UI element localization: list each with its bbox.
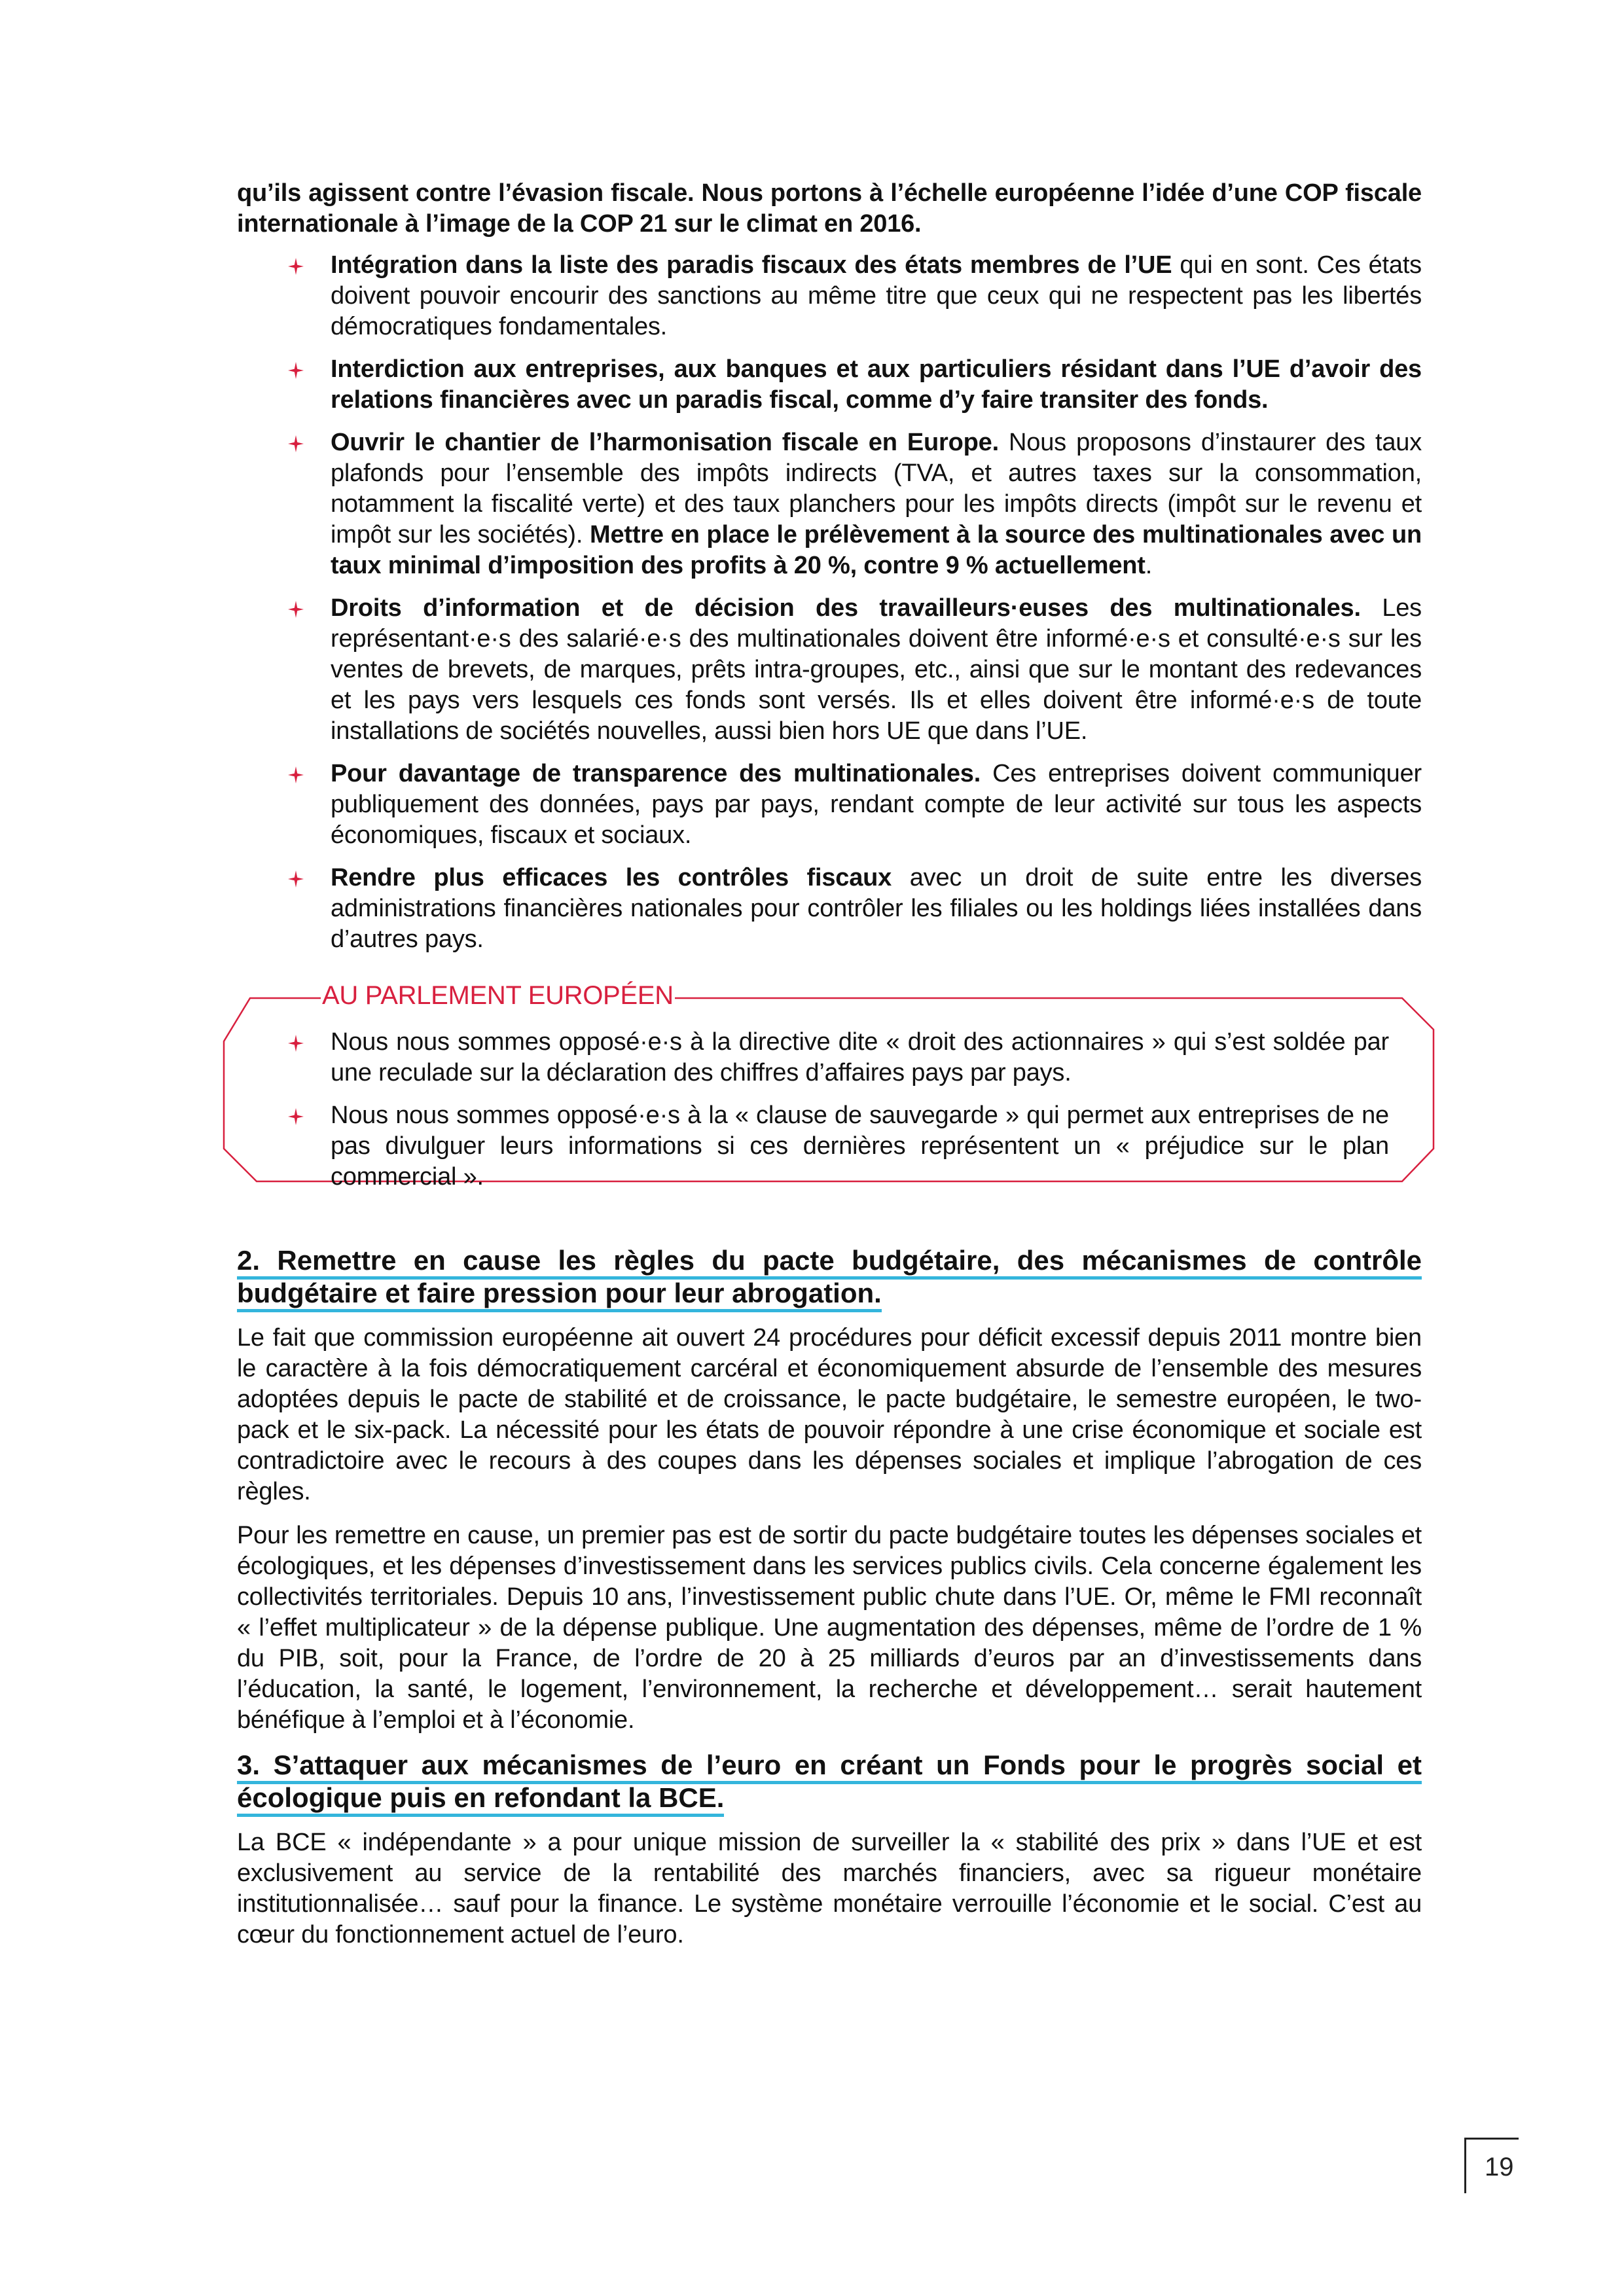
item-body: Nous nous sommes opposé·e·s à la « clause de sauvegarde » qui permet aux entreprises de ne pas divulguer leurs informations si ces dernières représentent un « préjudice sur le plan commercial ». — [331, 1102, 1389, 1191]
item-body: Les représentant·e·s des salarié·e·s des multinationales doivent être informé·e·s et consulté·e·s sur les ventes de brevets, de marques, prêts intra-groupes, etc., ainsi que sur le montant des redevances et les pays vers lesquels ces fonds sont versés. Ils et elles doivent être informé·e·s de toute installations de sociétés nouvelles, aussi bien hors UE que dans l’UE. — [331, 594, 1422, 745]
section-2-paragraph-2: Pour les remettre en cause, un premier pas est de sortir du pacte budgétaire toutes les dépenses sociales et écologiques, et les dépenses d’investissement dans les services publics civils. Cela concerne également les collectivités territoriales. Depuis 10 ans, l’investissement public chute dans l’UE. Or, même le FMI reconnaît « l’effet multiplicateur » de la dépense publique. Une augmentation des dépenses, même de l’ordre de 1 % du PIB, soit, pour la France, de l’ordre de 20 à 25 milliards d’euros par an d’investissements dans l’éducation, la santé, le logement, l’environnement, la recherche et développement… serait hautement bénéfique à l’emploi et à l’économie. — [237, 1522, 1422, 1734]
section-3-heading — [237, 1749, 1422, 1814]
list-item — [237, 354, 1422, 416]
list-item — [237, 427, 1422, 581]
proposal-list — [237, 250, 1422, 955]
parliament-list — [237, 1027, 1389, 1193]
red-star-bullet-icon — [288, 1035, 304, 1052]
red-star-bullet-icon — [288, 435, 304, 452]
red-star-bullet-icon — [288, 1108, 304, 1125]
section-2-heading — [237, 1244, 1422, 1310]
section-3-heading-text: 3. S’attaquer aux mécanismes de l’euro en créant un Fonds pour le progrès social et écologique puis en refondant la BCE. — [237, 1749, 1422, 1817]
document-page — [237, 178, 1422, 1950]
list-item — [237, 863, 1422, 955]
item-body-end: . — [1145, 552, 1153, 579]
parliament-box — [237, 981, 1422, 1200]
section-3 — [237, 1749, 1422, 1950]
section-2 — [237, 1244, 1422, 1736]
item-bold-lead: Interdiction aux entreprises, aux banques et aux particuliers résidant dans l’UE d’avoir des relations financières avec un paradis fiscal, comme d’y faire transiter des fonds. — [331, 355, 1422, 414]
intro-paragraph: qu’ils agissent contre l’évasion fiscale. Nous portons à l’échelle européenne l’idée d’une COP fiscale internationale à l’image de la COP 21 sur le climat en 2016. — [237, 179, 1422, 238]
page-number: 19 — [1485, 2153, 1514, 2181]
list-item — [237, 250, 1422, 342]
list-item — [237, 759, 1422, 851]
item-bold-lead: Ouvrir le chantier de l’harmonisation fiscale en Europe. — [331, 429, 999, 456]
red-star-bullet-icon — [288, 870, 304, 888]
parliament-box-title: AU PARLEMENT EUROPÉEN — [322, 981, 674, 1010]
red-star-bullet-icon — [288, 258, 304, 275]
item-bold-emphasis: Mettre en place le prélèvement à la source des multinationales avec un taux minimal d’imposition des profits à 20 %, contre 9 % actuellement — [331, 521, 1422, 579]
item-body: Ces entreprises doivent communiquer publiquement des données, pays par pays, rendant compte de leur activité sur tous les aspects économiques, fiscaux et sociaux. — [331, 760, 1422, 849]
item-bold-lead: Intégration dans la liste des paradis fiscaux des états membres de l’UE — [331, 251, 1172, 279]
item-body: Nous proposons d’instaurer des taux plafonds pour l’ensemble des impôts indirects (TVA, et autres taxes sur la consommation, notamment la fiscalité verte) et des taux planchers pour les impôts directs (impôt sur le revenu et impôt sur les sociétés). — [331, 429, 1422, 548]
list-item — [237, 593, 1422, 747]
red-star-bullet-icon — [288, 766, 304, 783]
item-body: Nous nous sommes opposé·e·s à la directive dite « droit des actionnaires » qui s’est soldée par une reculade sur la déclaration des chiffres d’affaires pays par pays. — [331, 1028, 1389, 1086]
item-bold-lead: Rendre plus efficaces les contrôles fiscaux — [331, 864, 892, 891]
red-star-bullet-icon — [288, 362, 304, 379]
item-bold-lead: Droits d’information et de décision des travailleurs·euses des multinationales. — [331, 594, 1361, 622]
section-2-paragraph-1: Le fait que commission européenne ait ouvert 24 procédures pour déficit excessif depuis 2011 montre bien le caractère à la fois démocratiquement carcéral et économiquement absurde de l’ensemble des mesures adoptées depuis le pacte de stabilité et de croissance, le pacte budgétaire, le semestre européen, le two-pack et le six-pack. La nécessité pour les états de pouvoir répondre à une crise économique et sociale est contradictoire avec le recours à des coupes dans les dépenses sociales et implique l’abrogation de ces règles. — [237, 1324, 1422, 1505]
section-2-heading-text: 2. Remettre en cause les règles du pacte budgétaire, des mécanismes de contrôle budgétaire et faire pression pour leur abrogation. — [237, 1245, 1422, 1312]
item-body: avec un droit de suite entre les diverses administrations financières nationales pour contrôler les filiales ou les holdings liées installées dans d’autres pays. — [331, 864, 1422, 953]
section-3-paragraph-1: La BCE « indépendante » a pour unique mission de surveiller la « stabilité des prix » dans l’UE et est exclusivement au service de la rentabilité des marchés financiers, avec sa rigueur monétaire institutionnalisée… sauf pour la finance. Le système monétaire verrouille l’économie et le social. C’est au cœur du fonctionnement actuel de l’euro. — [237, 1829, 1422, 1948]
red-star-bullet-icon — [288, 601, 304, 618]
list-item — [237, 1100, 1389, 1193]
page-number-box — [1464, 2138, 1519, 2193]
list-item — [237, 1027, 1389, 1088]
item-body: qui en sont. Ces états doivent pouvoir encourir des sanctions au même titre que ceux qui ne respectent pas les libertés démocratiques fondamentales. — [331, 251, 1422, 340]
item-bold-lead: Pour davantage de transparence des multinationales. — [331, 760, 981, 787]
